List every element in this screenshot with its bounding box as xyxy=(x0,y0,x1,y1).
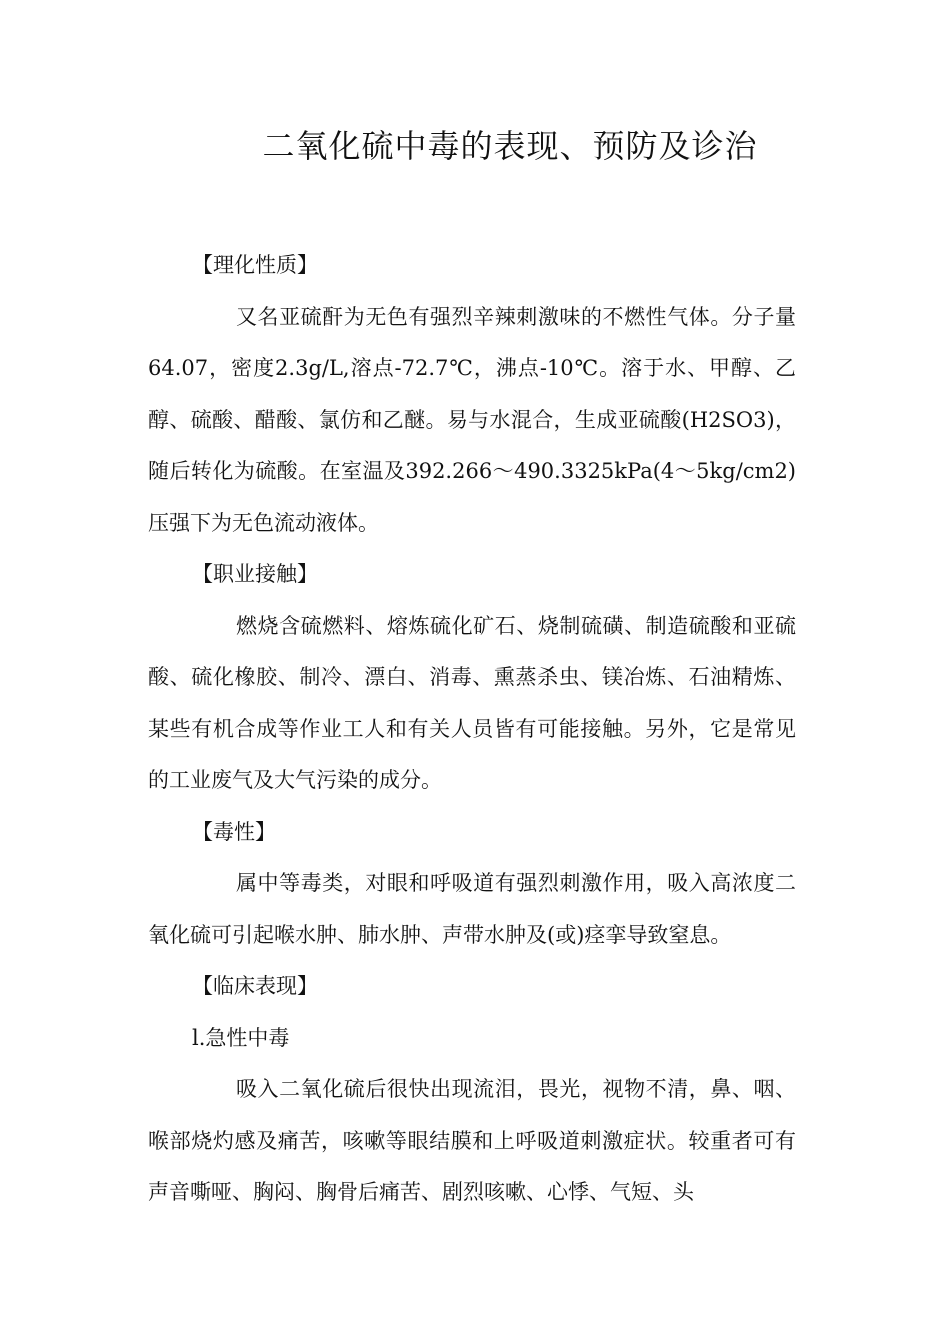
section-text-physicochemical: 又名亚硫酐为无色有强烈辛辣刺激味的不燃性气体。分子量64.07，密度2.3g/L,溶点-72.7℃，沸点-10℃。溶于水、甲醇、乙醇、硫酸、醋酸、氯仿和乙醚。易与水混合，生成亚硫酸(H2SO3)，随后转化为硫酸。在室温及392.266～490.3325kPa(4～5kg/cm2)压强下为无色流动液体。 xyxy=(148,304,796,535)
section-text-acute-poisoning: 吸入二氧化硫后很快出现流泪，畏光，视物不清，鼻、咽、喉部烧灼感及痛苦，咳嗽等眼结膜和上呼吸道刺激症状。较重者可有声音嘶哑、胸闷、胸骨后痛苦、剧烈咳嗽、心悸、气短、头 xyxy=(148,1077,796,1204)
document-body xyxy=(148,240,796,1219)
document-title: 二氧化硫中毒的表现、预防及诊治 xyxy=(262,127,758,165)
section-heading-occupational-exposure: 【职业接触】 xyxy=(192,562,318,586)
section-heading-clinical: 【临床表现】 xyxy=(192,974,318,998)
section-text-occupational-exposure: 燃烧含硫燃料、熔炼硫化矿石、烧制硫磺、制造硫酸和亚硫酸、硫化橡胶、制冷、漂白、消毒、熏蒸杀虫、镁冶炼、石油精炼、某些有机合成等作业工人和有关人员皆有可能接触。另外，它是常见的工业废气及大气污染的成分。 xyxy=(148,613,796,792)
subheading-acute-poisoning: l.急性中毒 xyxy=(192,1025,290,1050)
section-heading-toxicity: 【毒性】 xyxy=(192,819,276,844)
section-text-toxicity: 属中等毒类，对眼和呼吸道有强烈刺激作用，吸入高浓度二氧化硫可引起喉水肿、肺水肿、声带水肿及(或)痉挛导致窒息。 xyxy=(148,871,796,947)
section-heading-physicochemical: 【理化性质】 xyxy=(192,253,318,277)
